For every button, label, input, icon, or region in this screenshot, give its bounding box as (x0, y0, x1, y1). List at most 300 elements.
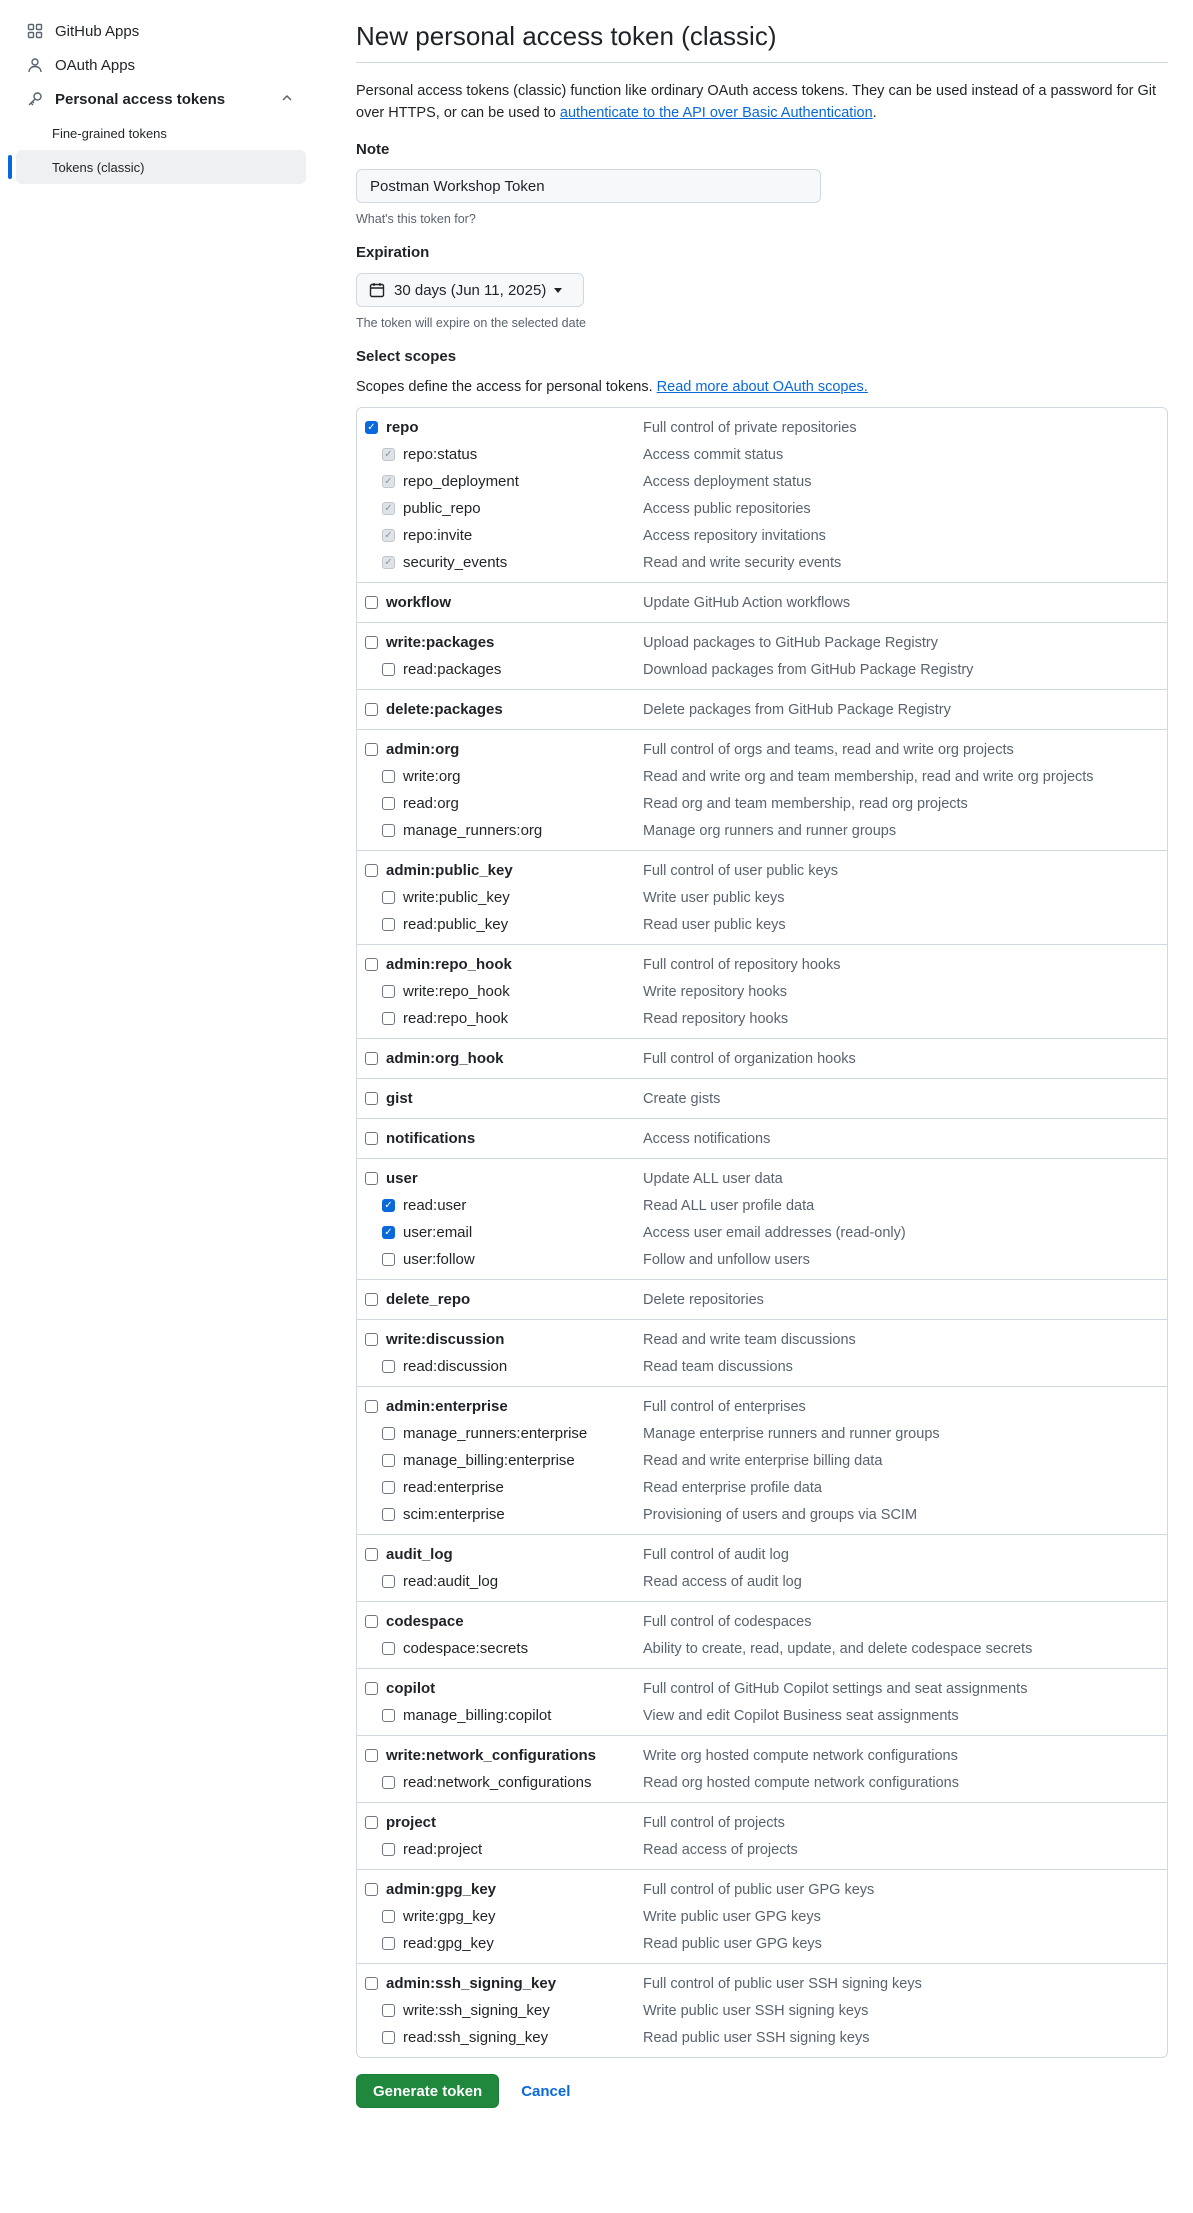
scope-sub-row (357, 763, 1167, 790)
scope-name: write:discussion (386, 1331, 505, 1348)
scope-name: user:follow (403, 1251, 475, 1268)
scope-group (357, 1118, 1167, 1158)
calendar-icon (369, 282, 385, 298)
scope-checkbox[interactable] (382, 2031, 395, 2044)
scope-checkbox[interactable] (365, 1400, 378, 1413)
scope-checkbox[interactable] (382, 891, 395, 904)
scope-name-cell[interactable] (357, 1224, 643, 1241)
scope-group (357, 1078, 1167, 1118)
scope-checkbox[interactable] (365, 1548, 378, 1561)
scope-checkbox[interactable] (365, 1749, 378, 1762)
expiration-label: Expiration (356, 244, 430, 261)
scope-description: Manage enterprise runners and runner groups (643, 1425, 940, 1442)
scope-description: Read public user SSH signing keys (643, 2029, 870, 2046)
scope-checkbox[interactable] (365, 1092, 378, 1105)
scope-checkbox[interactable] (382, 985, 395, 998)
scope-name: workflow (386, 594, 452, 611)
expiration-dropdown[interactable] (356, 273, 584, 307)
scope-name-cell[interactable] (357, 1613, 643, 1630)
scope-checkbox[interactable] (365, 864, 378, 877)
scope-row (357, 1876, 1167, 1903)
scope-sub-row (357, 468, 1167, 495)
scope-sub-row (357, 884, 1167, 911)
scope-checkbox[interactable] (365, 421, 378, 434)
scope-row (357, 1085, 1167, 1112)
scope-description: Upload packages to GitHub Package Registry (643, 634, 938, 651)
scope-sub-row (357, 817, 1167, 844)
sidebar-item-personal-access-tokens[interactable] (16, 82, 306, 116)
scope-sub-row (357, 1005, 1167, 1032)
scope-name-cell[interactable] (357, 1358, 643, 1375)
scope-checkbox[interactable] (365, 1333, 378, 1346)
scope-name: admin:enterprise (386, 1398, 508, 1415)
scope-description: Manage org runners and runner groups (643, 822, 897, 839)
scope-name-cell[interactable] (357, 1425, 643, 1442)
scope-group (357, 1386, 1167, 1534)
scope-row (357, 857, 1167, 884)
scope-checkbox[interactable] (365, 1293, 378, 1306)
scope-checkbox[interactable] (382, 448, 395, 461)
scope-row (357, 1165, 1167, 1192)
scope-name: copilot (386, 1680, 436, 1697)
scope-name-cell[interactable] (357, 916, 643, 933)
scope-name-cell[interactable] (357, 1398, 643, 1415)
scope-checkbox[interactable] (382, 475, 395, 488)
scope-name: repo_deployment (403, 473, 519, 490)
scope-group (357, 1038, 1167, 1078)
scope-name-cell[interactable] (357, 1546, 643, 1563)
scope-name-cell[interactable] (357, 661, 643, 678)
scope-name: repo (386, 419, 419, 436)
scope-checkbox[interactable] (365, 1615, 378, 1628)
scope-name-cell[interactable] (357, 1707, 643, 1724)
scope-checkbox[interactable] (382, 797, 395, 810)
scope-name: admin:org (386, 741, 460, 758)
scope-group (357, 1319, 1167, 1386)
scope-name-cell[interactable] (357, 1331, 643, 1348)
scope-row (357, 1809, 1167, 1836)
scope-name: manage_runners:org (403, 822, 543, 839)
scope-row (357, 589, 1167, 616)
scope-checkbox[interactable] (382, 1253, 395, 1266)
sidebar-item-label: Personal access tokens (55, 90, 226, 108)
scope-name: admin:org_hook (386, 1050, 504, 1067)
scope-description: Delete repositories (643, 1291, 764, 1308)
sidebar-item-oauth-apps[interactable] (16, 48, 306, 82)
scope-description: Access deployment status (643, 473, 812, 490)
scope-name-cell[interactable] (357, 1908, 643, 1925)
scope-sub-row (357, 441, 1167, 468)
scope-checkbox[interactable] (382, 529, 395, 542)
scope-name: audit_log (386, 1546, 453, 1563)
scope-name-cell[interactable] (357, 1479, 643, 1496)
scope-sub-row (357, 495, 1167, 522)
person-icon (26, 56, 44, 74)
scope-name-cell[interactable] (357, 795, 643, 812)
oauth-scopes-link[interactable]: Read more about OAuth scopes. (656, 379, 868, 395)
scope-row (357, 1286, 1167, 1313)
scope-sub-row (357, 1474, 1167, 1501)
key-icon (26, 90, 44, 108)
scope-description: Full control of repository hooks (643, 956, 841, 973)
scope-name: read:user (403, 1197, 467, 1214)
scope-name-cell[interactable] (357, 1251, 643, 1268)
scope-name: read:project (403, 1841, 483, 1858)
scope-description: Delete packages from GitHub Package Registry (643, 701, 951, 718)
scope-name: read:org (403, 795, 459, 812)
sidebar-item-label: Fine-grained tokens (52, 125, 167, 141)
scope-group (357, 1869, 1167, 1963)
scope-sub-row (357, 1246, 1167, 1273)
scope-name: user:email (403, 1224, 473, 1241)
scope-group (357, 1802, 1167, 1869)
scope-name: repo:status (403, 446, 478, 463)
sidebar-item-label: GitHub Apps (55, 22, 140, 40)
scope-name-cell[interactable] (357, 1774, 643, 1791)
scope-description: Full control of public user GPG keys (643, 1881, 875, 1898)
scope-name: read:network_configurations (403, 1774, 592, 1791)
scope-name: public_repo (403, 500, 481, 517)
scope-description: Follow and unfollow users (643, 1251, 810, 1268)
scope-name-cell[interactable] (357, 1680, 643, 1697)
scope-sub-row (357, 1447, 1167, 1474)
scope-name-cell[interactable] (357, 473, 643, 490)
scope-group (357, 689, 1167, 729)
scope-checkbox[interactable] (382, 1642, 395, 1655)
scope-description: Write user public keys (643, 889, 785, 906)
scope-checkbox[interactable] (382, 1199, 395, 1212)
scope-checkbox[interactable] (382, 1709, 395, 1722)
scope-name: write:repo_hook (403, 983, 510, 1000)
scope-name-cell[interactable] (357, 554, 643, 571)
scope-row (357, 736, 1167, 763)
expiration-value: 30 days (Jun 11, 2025) (394, 281, 547, 299)
scope-name-cell[interactable] (357, 1170, 643, 1187)
scope-checkbox[interactable] (382, 1843, 395, 1856)
scope-row (357, 1541, 1167, 1568)
scope-name-cell[interactable] (357, 1291, 643, 1308)
scope-sub-row (357, 911, 1167, 938)
scope-checkbox[interactable] (382, 1360, 395, 1373)
settings-sidebar (16, 14, 306, 184)
scope-sub-row (357, 1353, 1167, 1380)
scope-description: Read enterprise profile data (643, 1479, 822, 1496)
scope-name-cell[interactable] (357, 768, 643, 785)
note-hint: What's this token for? (356, 212, 476, 226)
scope-sub-row (357, 1903, 1167, 1930)
scope-sub-row (357, 522, 1167, 549)
scope-name-cell[interactable] (357, 1573, 643, 1590)
scopes-list (356, 407, 1168, 2058)
scope-checkbox[interactable] (382, 1481, 395, 1494)
scope-description: Full control of organization hooks (643, 1050, 856, 1067)
scope-name: scim:enterprise (403, 1506, 505, 1523)
scope-checkbox[interactable] (382, 502, 395, 515)
note-label: Note (356, 141, 390, 158)
scope-name-cell[interactable] (357, 1814, 643, 1831)
scope-name: delete_repo (386, 1291, 471, 1308)
scope-checkbox[interactable] (365, 703, 378, 716)
scope-description: Write public user SSH signing keys (643, 2002, 869, 2019)
scope-description: Write org hosted compute network configurations (643, 1747, 958, 1764)
scope-row (357, 1326, 1167, 1353)
scope-description: Read org hosted compute network configurations (643, 1774, 959, 1791)
scope-name-cell[interactable] (357, 1506, 643, 1523)
scope-group (357, 1158, 1167, 1279)
scope-name-cell[interactable] (357, 527, 643, 544)
scope-checkbox[interactable] (382, 1226, 395, 1239)
scope-sub-row (357, 978, 1167, 1005)
scope-row (357, 1393, 1167, 1420)
scope-checkbox[interactable] (382, 824, 395, 837)
scope-name-cell[interactable] (357, 741, 643, 758)
scope-checkbox[interactable] (365, 958, 378, 971)
scope-description: Write repository hooks (643, 983, 787, 1000)
scope-name: read:packages (403, 661, 502, 678)
scope-name-cell[interactable] (357, 1935, 643, 1952)
scope-name: gist (386, 1090, 413, 1107)
scope-description: Read team discussions (643, 1358, 793, 1375)
scope-description: Read and write team discussions (643, 1331, 856, 1348)
sidebar-item-label: OAuth Apps (55, 56, 136, 74)
scope-name-cell[interactable] (357, 889, 643, 906)
caret-down-icon (554, 288, 562, 293)
scopes-label: Select scopes (356, 348, 457, 365)
scope-name: read:gpg_key (403, 1935, 494, 1952)
scope-name: read:discussion (403, 1358, 508, 1375)
scope-sub-row (357, 2024, 1167, 2051)
scope-description: Download packages from GitHub Package Registry (643, 661, 974, 678)
scope-description: Read org and team membership, read org projects (643, 795, 968, 812)
scope-group (357, 408, 1167, 582)
scope-description: Provisioning of users and groups via SCIM (643, 1506, 918, 1523)
scope-name: read:repo_hook (403, 1010, 509, 1027)
scope-name-cell[interactable] (357, 822, 643, 839)
scope-name: manage_billing:enterprise (403, 1452, 575, 1469)
scope-name-cell[interactable] (357, 1197, 643, 1214)
scope-name: read:enterprise (403, 1479, 504, 1496)
scope-name-cell[interactable] (357, 1010, 643, 1027)
scope-description: Read and write enterprise billing data (643, 1452, 883, 1469)
scope-name-cell[interactable] (357, 1841, 643, 1858)
scope-sub-row (357, 549, 1167, 576)
scope-checkbox[interactable] (382, 1508, 395, 1521)
scope-name-cell[interactable] (357, 701, 643, 718)
scope-group (357, 1601, 1167, 1668)
scope-sub-row (357, 1930, 1167, 1957)
scope-row (357, 414, 1167, 441)
scope-name-cell[interactable] (357, 2029, 643, 2046)
scope-name: read:public_key (403, 916, 509, 933)
scope-checkbox[interactable] (382, 2004, 395, 2017)
scope-description: Read access of audit log (643, 1573, 802, 1590)
scope-name-cell[interactable] (357, 1975, 643, 1992)
scope-checkbox[interactable] (365, 636, 378, 649)
scope-name-cell[interactable] (357, 634, 643, 651)
scope-checkbox[interactable] (365, 1816, 378, 1829)
scope-description: Write public user GPG keys (643, 1908, 821, 1925)
scope-checkbox[interactable] (365, 1172, 378, 1185)
scope-description: Access commit status (643, 446, 784, 463)
scope-description: Full control of GitHub Copilot settings and seat assignments (643, 1680, 1028, 1697)
scope-name: write:packages (386, 634, 495, 651)
scope-name: admin:ssh_signing_key (386, 1975, 557, 1992)
scope-name: notifications (386, 1130, 476, 1147)
scope-sub-row (357, 1702, 1167, 1729)
scope-name-cell[interactable] (357, 446, 643, 463)
title-divider (356, 62, 1168, 63)
scope-name-cell[interactable] (357, 594, 643, 611)
note-input[interactable] (356, 169, 821, 203)
scope-description: Read public user GPG keys (643, 1935, 822, 1952)
scope-description: Read access of projects (643, 1841, 798, 1858)
scope-description: Full control of projects (643, 1814, 785, 1831)
scope-description: Full control of private repositories (643, 419, 857, 436)
scope-name-cell[interactable] (357, 862, 643, 879)
scope-description: Update ALL user data (643, 1170, 783, 1187)
sidebar-item-tokens-classic[interactable] (16, 150, 306, 184)
scope-description: Read repository hooks (643, 1010, 789, 1027)
basic-auth-link[interactable]: authenticate to the API over Basic Authentication (559, 105, 873, 121)
scope-name-cell[interactable] (357, 956, 643, 973)
intro-end: . (872, 105, 877, 121)
scope-group (357, 622, 1167, 689)
scope-description: Access notifications (643, 1130, 771, 1147)
scope-row (357, 1125, 1167, 1152)
scope-description: View and edit Copilot Business seat assignments (643, 1707, 959, 1724)
scope-description: Ability to create, read, update, and delete codespace secrets (643, 1640, 1033, 1657)
scope-group (357, 729, 1167, 850)
scope-checkbox[interactable] (382, 1575, 395, 1588)
scope-checkbox[interactable] (365, 1132, 378, 1145)
scope-group (357, 1668, 1167, 1735)
scope-description: Full control of user public keys (643, 862, 839, 879)
scope-name: admin:repo_hook (386, 956, 512, 973)
scope-name: write:network_configurations (386, 1747, 597, 1764)
scope-description: Update GitHub Action workflows (643, 594, 851, 611)
scope-name-cell[interactable] (357, 1050, 643, 1067)
scope-name: manage_billing:copilot (403, 1707, 552, 1724)
scopes-desc-text: Scopes define the access for personal tokens. (356, 379, 657, 395)
generate-token-button[interactable]: Generate token (356, 2074, 499, 2108)
scope-name-cell[interactable] (357, 1090, 643, 1107)
cancel-button[interactable]: Cancel (521, 2082, 571, 2100)
scope-checkbox[interactable] (382, 1910, 395, 1923)
scope-name-cell[interactable] (357, 1881, 643, 1898)
scope-name-cell[interactable] (357, 2002, 643, 2019)
scope-group (357, 1963, 1167, 2057)
scope-checkbox[interactable] (382, 1937, 395, 1950)
scope-name-cell[interactable] (357, 1130, 643, 1147)
scope-sub-row (357, 1192, 1167, 1219)
scope-group (357, 850, 1167, 944)
scope-description: Access repository invitations (643, 527, 826, 544)
scope-description: Read ALL user profile data (643, 1197, 815, 1214)
intro-text (356, 80, 1168, 124)
scope-name-cell[interactable] (357, 1640, 643, 1657)
scope-group (357, 582, 1167, 622)
sidebar-item-label: Tokens (classic) (52, 159, 145, 175)
scope-name: user (386, 1170, 418, 1187)
scope-group (357, 1279, 1167, 1319)
scope-name: manage_runners:enterprise (403, 1425, 588, 1442)
scope-description: Read user public keys (643, 916, 786, 933)
scopes-description (356, 377, 1168, 397)
scope-checkbox[interactable] (382, 663, 395, 676)
scope-row (357, 1675, 1167, 1702)
scope-name: admin:gpg_key (386, 1881, 497, 1898)
scope-name: read:ssh_signing_key (403, 2029, 549, 2046)
scope-sub-row (357, 1568, 1167, 1595)
scope-row (357, 1608, 1167, 1635)
scope-name-cell[interactable] (357, 1452, 643, 1469)
scope-description: Access user email addresses (read-only) (643, 1224, 906, 1241)
scope-sub-row (357, 1420, 1167, 1447)
main-content (356, 0, 1168, 2108)
form-actions (356, 2074, 1168, 2108)
scope-checkbox[interactable] (382, 1776, 395, 1789)
scope-name: write:gpg_key (403, 1908, 496, 1925)
scope-name: write:org (403, 768, 461, 785)
scope-name-cell[interactable] (357, 500, 643, 517)
scope-sub-row (357, 1836, 1167, 1863)
scope-name-cell[interactable] (357, 419, 643, 436)
scope-description: Full control of public user SSH signing keys (643, 1975, 922, 1992)
scope-name: codespace:secrets (403, 1640, 529, 1657)
scope-checkbox[interactable] (382, 918, 395, 931)
chevron-up-icon[interactable] (280, 91, 294, 109)
scope-row (357, 1970, 1167, 1997)
scope-checkbox[interactable] (382, 770, 395, 783)
scope-checkbox[interactable] (365, 1682, 378, 1695)
scope-name: delete:packages (386, 701, 503, 718)
scope-name-cell[interactable] (357, 1747, 643, 1764)
scope-name: project (386, 1814, 437, 1831)
scope-sub-row (357, 1219, 1167, 1246)
scope-checkbox[interactable] (382, 1454, 395, 1467)
scope-description: Create gists (643, 1090, 721, 1107)
scope-checkbox[interactable] (365, 1883, 378, 1896)
sidebar-item-fine-grained-tokens[interactable] (16, 116, 306, 150)
scope-checkbox[interactable] (365, 1977, 378, 1990)
scope-description: Read and write security events (643, 554, 842, 571)
scope-description: Full control of enterprises (643, 1398, 806, 1415)
scope-checkbox[interactable] (365, 743, 378, 756)
scope-group (357, 1735, 1167, 1802)
scope-name: repo:invite (403, 527, 473, 544)
scope-name: codespace (386, 1613, 464, 1630)
scope-sub-row (357, 1501, 1167, 1528)
scope-checkbox[interactable] (382, 556, 395, 569)
scope-sub-row (357, 1635, 1167, 1662)
scope-name-cell[interactable] (357, 983, 643, 1000)
page-title: New personal access token (classic) (356, 21, 777, 51)
scope-description: Full control of orgs and teams, read and write org projects (643, 741, 1014, 758)
scope-checkbox[interactable] (382, 1012, 395, 1025)
scope-checkbox[interactable] (365, 1052, 378, 1065)
scope-checkbox[interactable] (365, 596, 378, 609)
scope-row (357, 951, 1167, 978)
sidebar-item-github-apps[interactable] (16, 14, 306, 48)
scope-row (357, 1742, 1167, 1769)
scope-sub-row (357, 1997, 1167, 2024)
scope-sub-row (357, 656, 1167, 683)
scope-sub-row (357, 1769, 1167, 1796)
apps-grid-icon (26, 22, 44, 40)
scope-description: Read and write org and team membership, read and write org projects (643, 768, 1094, 785)
scope-name: read:audit_log (403, 1573, 499, 1590)
scope-checkbox[interactable] (382, 1427, 395, 1440)
